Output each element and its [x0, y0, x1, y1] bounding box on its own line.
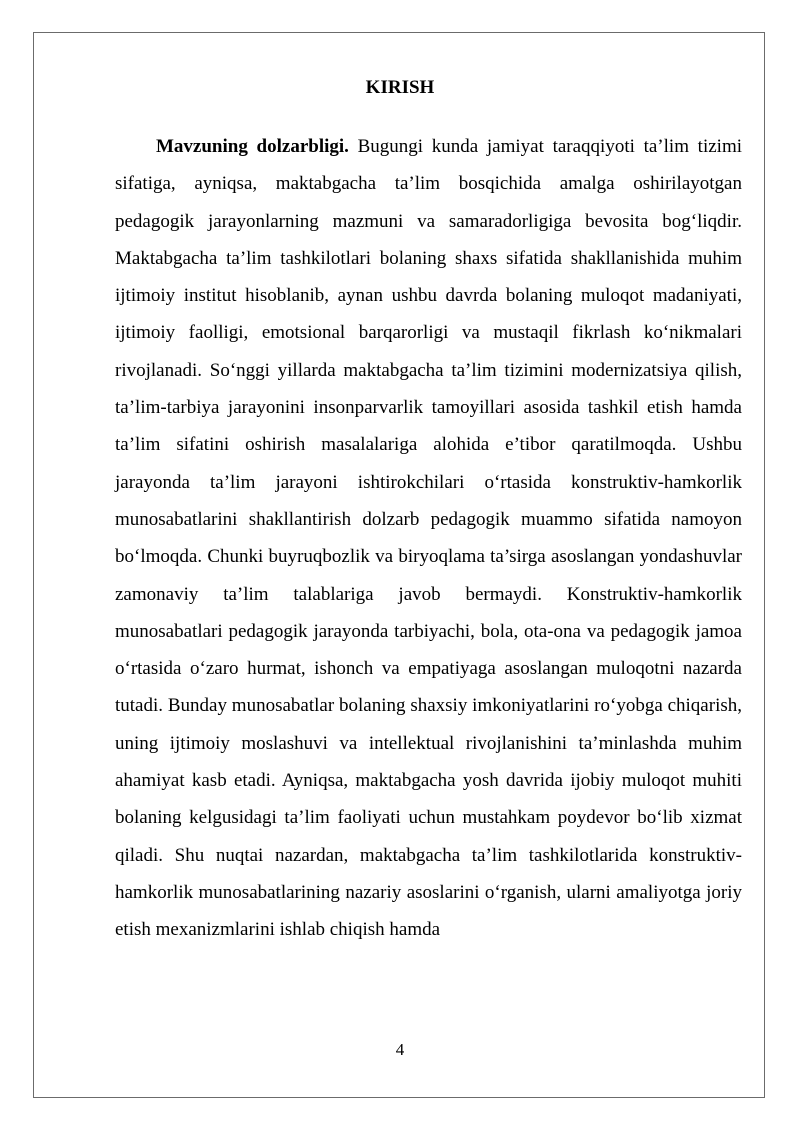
section-heading: KIRISH	[365, 77, 435, 98]
page-number: 4	[395, 1040, 405, 1059]
paragraph-lead: Mavzuning dolzarbligi.	[156, 136, 349, 157]
body-paragraph	[115, 128, 742, 949]
paragraph-text: Bugungi kunda jamiyat taraqqiyoti ta’lim tizimi sifatiga, ayniqsa, maktabgacha ta’lim bosqichida amalga oshirilayotgan pedagogik jarayonlarning mazmuni va samaradorligiga bevosita bog‘liqdir. Maktabgacha ta’lim tashkilotlari bolaning shaxs sifatida shakllanishida muhim ijtimoiy institut hisoblanib, aynan ushbu davrda bolaning muloqot madaniyati, ijtimoiy faolligi, emotsional barqarorligi va mustaqil fikrlash ko‘nikmalari rivojlanadi. So‘nggi yillarda maktabgacha ta’lim tizimini modernizatsiya qilish, ta’lim-tarbiya jarayonini insonparvarlik tamoyillari asosida tashkil etish hamda ta’lim sifatini oshirish masalalariga alohida e’tibor qaratilmoqda. Ushbu jarayonda ta’lim jarayoni ishtirokchilari o‘rtasida konstruktiv-hamkorlik munosabatlarini shakllantirish dolzarb pedagogik muammo sifatida namoyon bo‘lmoqda. Chunki buyruqbozlik va biryoqlama ta’sirga asoslangan yondashuvlar zamonaviy ta’lim talablariga javob bermaydi. Konstruktiv-hamkorlik munosabatlari pedagogik jarayonda tarbiyachi, bola, ota-ona va pedagogik jamoa o‘rtasida o‘zaro hurmat, ishonch va empatiyaga asoslangan muloqotni nazarda tutadi. Bunday munosabatlar bolaning shaxsiy imkoniyatlarini ro‘yobga chiqarish, uning ijtimoiy moslashuvi va intellektual rivojlanishini ta’minlashda muhim ahamiyat kasb etadi. Ayniqsa, maktabgacha yosh davrida ijobiy muloqot muhiti bolaning kelgusidagi ta’lim faoliyati uchun mustahkam poydevor bo‘lib xizmat qiladi. Shu nuqtai nazardan, maktabgacha ta’lim tashkilotlarida konstruktiv-hamkorlik munosabatlarining nazariy asoslarini o‘rganish, ularni amaliyotga joriy etish mexanizmlarini ishlab chiqish hamda	[115, 136, 742, 941]
